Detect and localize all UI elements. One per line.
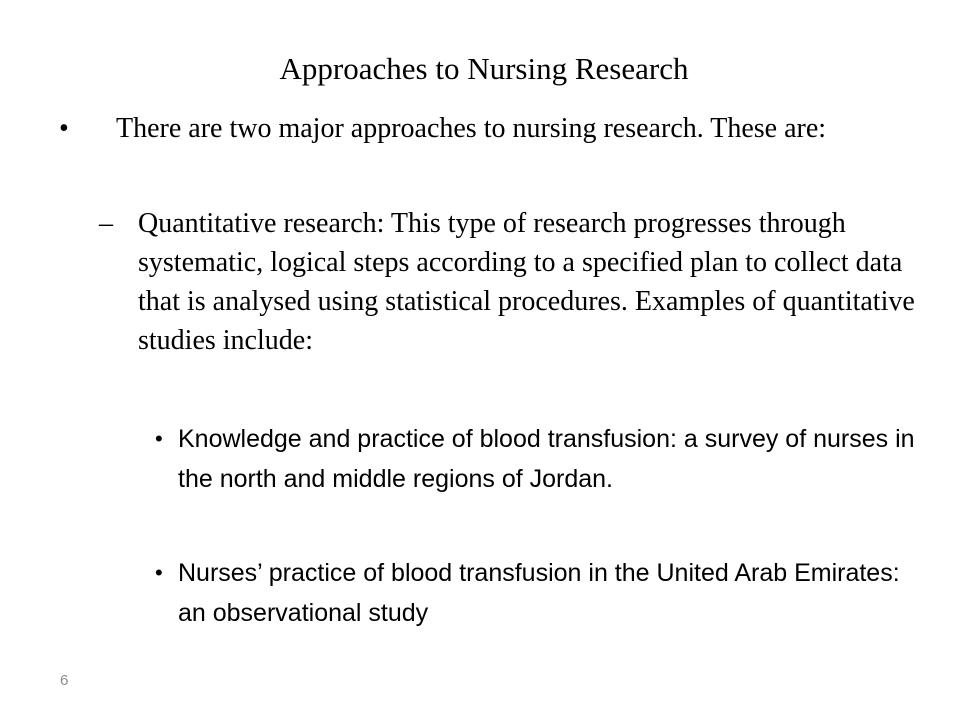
bullet-text-approaches: There are two major approaches to nursing research. These are: — [116, 113, 827, 144]
example-study-uae: Nurses’ practice of blood transfusion in the United Arab Emirates: an observational study — [178, 559, 900, 627]
bullet-marker: • — [59, 113, 69, 144]
bullet-marker: • — [155, 560, 163, 585]
slide-title: Approaches to Nursing Research — [279, 51, 689, 86]
example-study-jordan: Knowledge and practice of blood transfusion: a survey of nurses in the north and middle regions of Jordan. — [178, 425, 915, 493]
quantitative-research-text: Quantitative research: This type of research progresses through systematic, logical steps according to a specified plan to collect data that is analysed using statistical procedures. Examples of quantitative studies include: — [138, 208, 915, 356]
dash-marker: – — [99, 208, 113, 239]
bullet-marker: • — [155, 426, 163, 451]
page-number: 6 — [60, 672, 69, 689]
